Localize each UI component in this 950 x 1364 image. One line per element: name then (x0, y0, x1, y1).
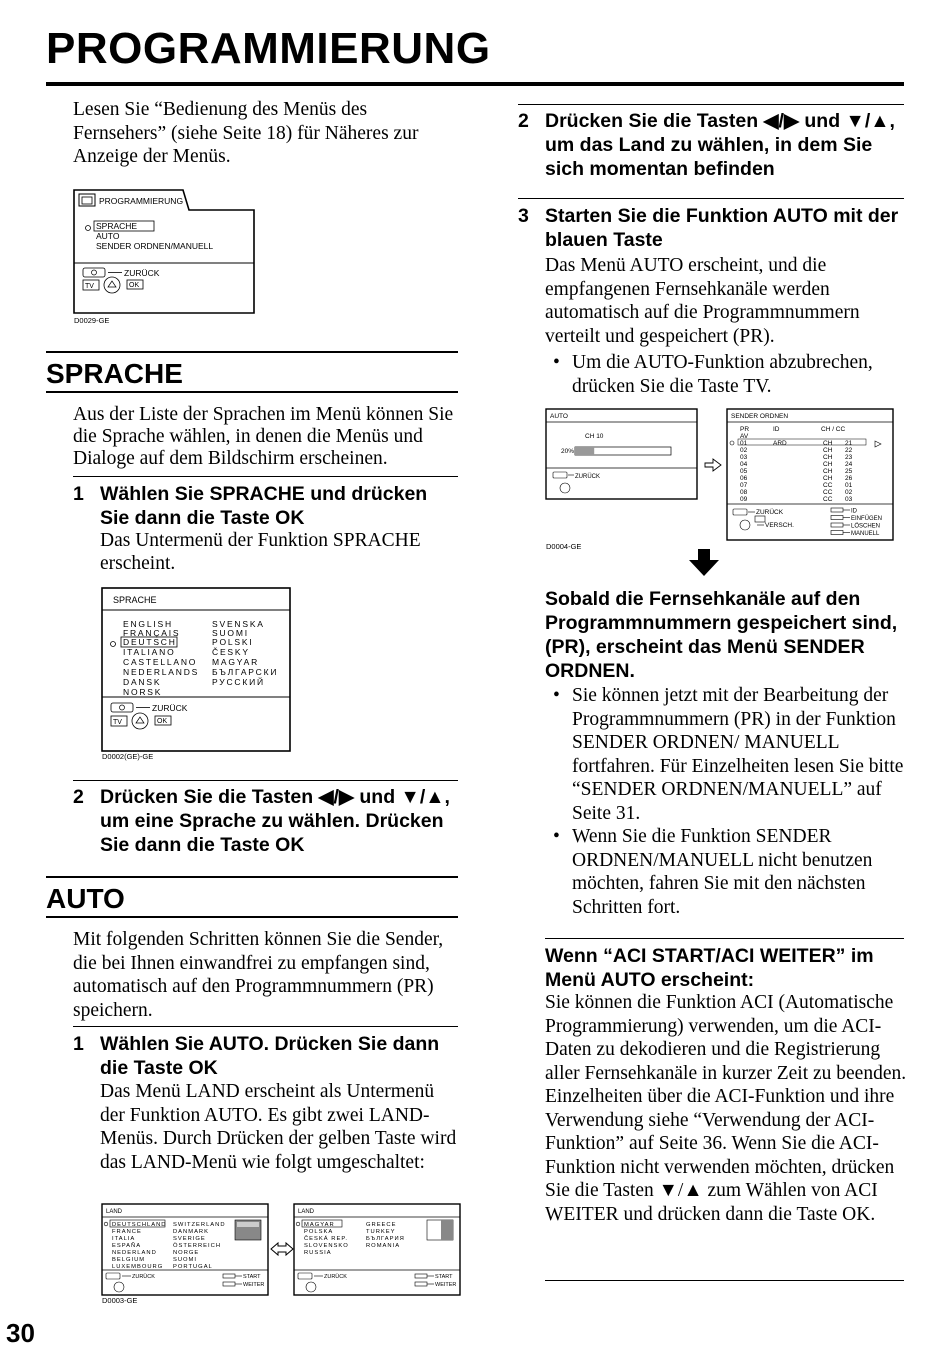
sender-row-pr: 01 (740, 440, 748, 447)
auto-step-3: 3 Starten Sie die Funktion AUTO mit der blauen Taste (518, 204, 904, 252)
language-option: SUOMI (212, 628, 249, 638)
sender-av: AV (740, 433, 749, 440)
sprache-step-1-text: Das Untermenü der Funktion SPRACHE erscheint. (100, 530, 421, 574)
sender-row-num: 22 (845, 447, 853, 454)
country-option: DANMARK (173, 1229, 209, 1235)
language-option: БЪЛГАРСКИ (212, 667, 279, 677)
sender-row-num: 21 (845, 440, 853, 447)
land-menu-header: LAND (298, 1209, 315, 1215)
land-menu-figure (101, 1203, 463, 1305)
country-option: SVERIGE (173, 1236, 206, 1242)
bullet-item: • Sie können jetzt mit der Bearbeitung der Programmnummern (PR) in der Funktion SENDER ORDNEN/ MANUELL fortfahren. Für Einzelheiten lesen Sie bitte “SENDER ORDNEN/MANUELL” auf Seite 31. (545, 684, 905, 825)
back-label: ZURÜCK (756, 509, 784, 516)
country-option: SUOMI (173, 1257, 198, 1263)
sender-col-pr: PR (740, 426, 750, 433)
language-option: ITALIANO (123, 647, 176, 657)
sprache-step-1: 1 Wählen Sie SPRACHE und drücken Sie dann die Taste OK (73, 482, 458, 530)
figure-code: D0004-GE (546, 542, 582, 551)
bullet-item: • Wenn Sie die Funktion SENDER ORDNEN/MANUELL nicht benutzen möchten, fahren Sie mit den nächsten Schritten fort. (545, 825, 905, 919)
auto-step-1-text: Das Menü LAND erscheint als Untermenü der Funktion AUTO. Es gibt zwei LAND-Menüs. Durch Drücken der gelben Taste wird das LAND-Menü wie folgt umgeschaltet: (100, 1081, 457, 1173)
start-label: START (243, 1274, 261, 1280)
sprache-step-2: 2 Drücken Sie die Tasten ◀/▶ und ▼/▲, um eine Sprache zu wählen. Drücken Sie dann die Taste OK (73, 785, 458, 857)
svg-text:TV: TV (113, 719, 122, 726)
country-option: ITALIA (112, 1236, 136, 1242)
country-option: BELGIUM (112, 1257, 146, 1263)
down-arrow-icon (689, 549, 719, 582)
language-option: FRANÇAIS (123, 628, 181, 638)
sprache-menu-header: SPRACHE (113, 595, 157, 605)
divider (518, 104, 904, 105)
page-number: 30 (6, 1318, 35, 1348)
figure-code: D0003-GE (102, 1296, 138, 1305)
sender-menu-header: SENDER ORDNEN (731, 413, 789, 420)
language-option: DEUTSCH (123, 637, 177, 647)
legend-label: MANUELL (851, 531, 880, 537)
language-option: ENGLISH (123, 619, 173, 629)
divider (545, 1280, 904, 1281)
language-option: SVENSKA (212, 619, 265, 629)
legend-label: EINFÜGEN (851, 516, 883, 522)
country-option: POLSKA (304, 1229, 334, 1235)
country-option: GREECE (366, 1222, 397, 1228)
figure-code: D0002(GE)-GE (102, 752, 154, 761)
sender-row-pr: 04 (740, 461, 748, 468)
sender-row-num: 01 (845, 482, 853, 489)
auto-step-2: 2 Drücken Sie die Tasten ◀/▶ und ▼/▲, um das Land zu wählen, in dem Sie sich momentan befinden (518, 109, 904, 181)
sprache-text: Aus der Liste der Sprachen im Menü können Sie die Sprache wählen, in denen die Menüs und Dialoge auf dem Bildschirm erscheinen. (73, 404, 454, 469)
sender-row-pr: 06 (740, 475, 748, 482)
svg-text:OK: OK (129, 282, 140, 289)
programmierung-menu-item: SPRACHE (96, 221, 138, 231)
sender-row-pr: 09 (740, 496, 748, 503)
divider (545, 938, 904, 939)
aci-text: Sie können die Funktion ACI (Automatische Programmierung) verwenden, um die ACI-Daten zu dekodieren und die Registrierung aller Fernsehkanäle in kurzer Zeit zu beenden. Einzelheiten über die ACI-Funktion und ihre Verwendung siehe “Verwendung der ACI-Funktion” auf Seite 36. Wenn Sie die ACI-Funktion nicht verwenden möchten, drücken Sie die Tasten ▼/▲ zum Wählen von ACI WEITER und drücken dann die Taste OK. (545, 992, 907, 1225)
back-label: ZURÜCK (324, 1274, 347, 1280)
auto-sender-figure (545, 408, 895, 551)
sender-col-ch: CH / CC (821, 426, 846, 433)
country-option: ČESKÁ REP. (304, 1236, 349, 1242)
divider (73, 780, 458, 781)
auto-text: Mit folgenden Schritten können Sie die Sender, die bei Ihnen einwandfrei zu empfangen sind, automatisch auf den Programmnummern (PR) speichern. (73, 929, 444, 1021)
language-option: CASTELLANO (123, 657, 198, 667)
progress-label: 20% (561, 448, 575, 455)
page-title: PROGRAMMIERUNG (46, 24, 491, 73)
result-title: Sobald die Fernsehkanäle auf den Programmnummern gespeichert sind, (PR), erscheint das Menü SENDER ORDNEN. (545, 588, 898, 682)
sender-row-num: 23 (845, 454, 853, 461)
country-option: RUSSIA (304, 1250, 332, 1256)
language-option: POLSKI (212, 637, 254, 647)
move-label: VERSCH. (765, 522, 794, 529)
title-rule (46, 82, 904, 86)
sender-row-ch: CH (823, 461, 833, 468)
sender-row-ch: CC (823, 496, 833, 503)
sender-row-num: 25 (845, 468, 853, 475)
language-option: MAGYAR (212, 657, 260, 667)
sender-row-ch: CH (823, 454, 833, 461)
country-option: DEUTSCHLAND (112, 1222, 167, 1228)
sender-row-ch: CC (823, 482, 833, 489)
language-option: DANSK (123, 677, 162, 687)
country-option: MAGYAR (304, 1222, 335, 1228)
country-option: ROMANIA (366, 1243, 401, 1249)
auto-step-1: 1 Wählen Sie AUTO. Drücken Sie dann die Taste OK (73, 1032, 458, 1080)
sender-row-pr: 05 (740, 468, 748, 475)
section-heading-auto: AUTO (46, 876, 458, 918)
language-option: ČESKY (212, 647, 250, 657)
sender-row-ch: CH (823, 440, 833, 447)
aci-title: Wenn “ACI START/ACI WEITER” im Menü AUTO erscheint: (545, 945, 874, 991)
legend-label: ID (851, 508, 857, 515)
country-option: БЪЛГАРИЯ (366, 1236, 405, 1242)
language-option: NORSK (123, 687, 163, 697)
sender-row-num: 02 (845, 489, 853, 496)
sender-col-id: ID (773, 426, 780, 433)
programmierung-menu-figure (73, 188, 255, 325)
country-option: LUXEMBOURG (112, 1264, 164, 1270)
sender-row-num: 24 (845, 461, 853, 468)
legend-label: LÖSCHEN (851, 523, 881, 530)
weiter-label: WEITER (243, 1282, 265, 1288)
country-option: ESPAÑA (112, 1243, 142, 1249)
language-option: NEDERLANDS (123, 667, 200, 677)
result-bullets (545, 684, 905, 919)
sender-row-ch: CH (823, 447, 833, 454)
auto-step-3-bullets (545, 351, 905, 398)
sender-row-pr: 03 (740, 454, 748, 461)
language-option: РУССКИЙ (212, 677, 265, 687)
land-menu-header: LAND (106, 1209, 123, 1215)
svg-text:TV: TV (85, 283, 94, 290)
back-label: ZURÜCK (575, 474, 600, 480)
auto-menu-header: AUTO (550, 413, 568, 420)
divider (73, 476, 458, 477)
step-title: Starten Sie die Funktion AUTO mit der blauen Taste (545, 205, 899, 251)
auto-channel: CH 10 (585, 433, 604, 440)
country-option: TURKEY (366, 1229, 396, 1235)
step-title: Drücken Sie die Tasten ◀/▶ und ▼/▲, um eine Sprache zu wählen. Drücken Sie dann die Taste OK (100, 786, 450, 856)
country-option: SWITZERLAND (173, 1222, 226, 1228)
weiter-label: WEITER (435, 1282, 457, 1288)
country-option: FRANCE (112, 1229, 142, 1235)
figure-code: D0029-GE (74, 316, 110, 325)
sender-row-num: 03 (845, 496, 853, 503)
programmierung-menu-item: AUTO (96, 231, 120, 241)
sender-row-pr: 07 (740, 482, 748, 489)
country-option: PORTUGAL (173, 1264, 213, 1270)
start-label: START (435, 1274, 453, 1280)
divider (73, 1026, 458, 1027)
step-title: Drücken Sie die Tasten ◀/▶ und ▼/▲, um das Land zu wählen, in dem Sie sich momentan befinden (545, 110, 895, 180)
sender-row-ch: CH (823, 475, 833, 482)
programmierung-menu-item: SENDER ORDNEN/MANUELL (96, 241, 214, 251)
back-label: ZURÜCK (132, 1274, 155, 1280)
intro-text: Lesen Sie “Bedienung des Menüs des Fernsehers” (siehe Seite 18) für Näheres zur Anzeige der Menüs. (73, 99, 419, 167)
step-title: Wählen Sie AUTO. Drücken Sie dann die Taste OK (100, 1033, 440, 1079)
country-option: NORGE (173, 1250, 200, 1256)
programmierung-menu-header: PROGRAMMIERUNG (99, 196, 184, 206)
bullet-item: • Um die AUTO-Funktion abzubrechen, drücken Sie die Taste TV. (545, 351, 905, 398)
country-option: SLOVENSKO (304, 1243, 349, 1249)
country-option: ÖSTERREICH (173, 1243, 222, 1249)
sender-row-pr: 08 (740, 489, 748, 496)
country-option: NEDERLAND (112, 1250, 157, 1256)
sender-row-id: ARD (773, 440, 787, 447)
sender-row-ch: CC (823, 489, 833, 496)
sender-row-ch: CH (823, 468, 833, 475)
section-heading-sprache: SPRACHE (46, 351, 458, 393)
back-label: ZURÜCK (124, 268, 160, 278)
svg-text:OK: OK (157, 718, 168, 725)
sender-row-pr: 02 (740, 447, 748, 454)
auto-step-3-text: Das Menü AUTO erscheint, und die empfangenen Fernsehkanäle werden automatisch auf die Programmnummern verteilt und gespeichert (PR). (545, 255, 860, 347)
back-label: ZURÜCK (152, 703, 188, 713)
divider (518, 198, 904, 199)
sprache-menu-figure (101, 587, 291, 761)
step-title: Wählen Sie SPRACHE und drücken Sie dann die Taste OK (100, 483, 428, 529)
sender-row-num: 26 (845, 475, 853, 482)
progress-fill (575, 447, 594, 455)
